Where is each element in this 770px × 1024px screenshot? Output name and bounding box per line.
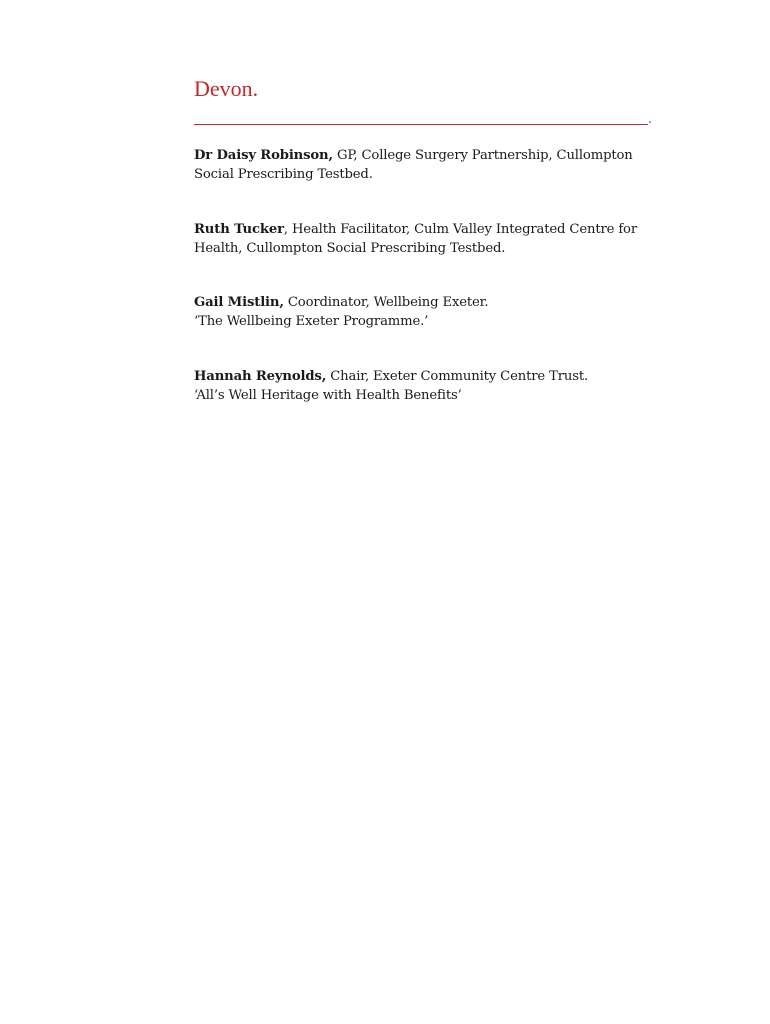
section-heading: Devon. (194, 76, 259, 101)
speaker-entry-mistlin (194, 294, 644, 331)
speaker-line-1 (194, 147, 644, 166)
talk-title: ‘All’s Well Heritage with Health Benefits’ (194, 387, 462, 403)
speaker-entry-tucker (194, 221, 644, 258)
rule-end-dot: . (648, 112, 652, 126)
speaker-entry-reynolds (194, 368, 644, 405)
speaker-line-1 (194, 368, 644, 387)
heading-rule (194, 124, 648, 125)
speaker-role: GP, College Surgery Partnership, Cullompton (332, 148, 633, 163)
speaker-line-1 (194, 221, 644, 240)
speaker-role: Coordinator, Wellbeing Exeter. (283, 295, 489, 310)
speaker-name: Ruth Tucker (194, 222, 284, 237)
speaker-line-2: Health, Cullompton Social Prescribing Testbed. (194, 240, 506, 256)
speaker-line-1 (194, 294, 644, 313)
talk-title: ‘The Wellbeing Exeter Programme.’ (194, 313, 429, 329)
speaker-line-2: Social Prescribing Testbed. (194, 166, 373, 182)
speaker-name: Hannah Reynolds, (194, 369, 327, 384)
speaker-name: Gail Mistlin, (194, 295, 284, 310)
speaker-entry-robinson (194, 147, 644, 184)
speaker-role: , Health Facilitator, Culm Valley Integrated Centre for (283, 222, 637, 237)
speaker-name: Dr Daisy Robinson, (194, 148, 333, 163)
speaker-role: Chair, Exeter Community Centre Trust. (326, 369, 589, 384)
